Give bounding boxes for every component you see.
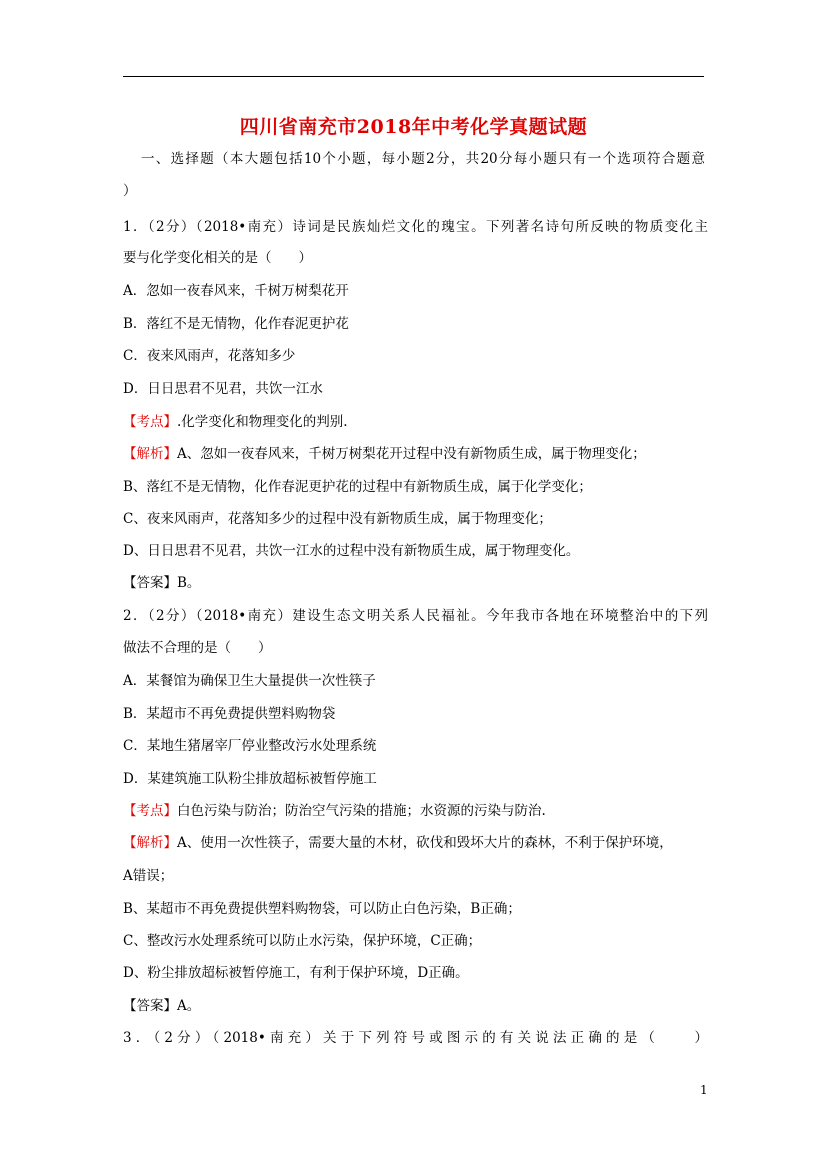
q1-jiexi-b: B、落红不是无情物，化作春泥更护花的过程中有新物质生成，属于化学变化；	[123, 479, 592, 495]
page-number: 1	[700, 1083, 708, 1097]
q1-option-b: B．落红不是无情物，化作春泥更护花	[123, 316, 349, 332]
q1-option-d: D．日日思君不见君，共饮一江水	[123, 381, 323, 397]
q2-option-d: D．某建筑施工队粉尘排放超标被暂停施工	[123, 771, 377, 787]
q2-answer: 【答案】A。	[123, 998, 201, 1014]
q3-stem: 3．（2分）（2018•南充）关于下列符号或图示的有关说法正确的是（ ）	[123, 1030, 708, 1046]
q1-option-c: C．夜来风雨声，花落知多少	[123, 348, 296, 364]
jiexi-tag: 【解析】	[123, 835, 177, 851]
q1-jiexi-d: D、日日思君不见君，共饮一江水的过程中没有新物质生成，属于物理变化。	[123, 543, 580, 559]
q2-kaodian-text: 白色污染与防治；防治空气污染的措施；水资源的污染与防治.	[177, 803, 546, 819]
q2-stem: 2．（2分）（2018•南充）建设生态文明关系人民福祉。今年我市各地在环境整治中的下列	[123, 608, 708, 624]
q2-stem-cont: 做法不合理的是（ ）	[123, 640, 272, 656]
q2-kaodian	[123, 801, 708, 821]
q1-kaodian-text: .化学变化和物理变化的判别.	[177, 414, 348, 430]
q1-jiexi	[123, 444, 708, 464]
jiexi-tag: 【解析】	[123, 446, 177, 462]
section-heading-cont: ）	[123, 183, 137, 199]
q2-jiexi	[123, 833, 708, 853]
q2-jiexi-c: C、整改污水处理系统可以防止水污染，保护环境，C正确；	[123, 933, 482, 949]
section-heading: 一、选择题（本大题包括10个小题，每小题2分，共20分每小题只有一个选项符合题意	[141, 151, 705, 167]
q2-jiexi-text: A、使用一次性筷子，需要大量的木材，砍伐和毁坏大片的森林，不利于保护环境，	[177, 835, 673, 851]
q1-jiexi-c: C、夜来风雨声，花落知多少的过程中没有新物质生成，属于物理变化；	[123, 511, 552, 527]
q1-stem: 1．（2分）（2018•南充）诗词是民族灿烂文化的瑰宝。下列著名诗句所反映的物质变化主	[123, 219, 708, 235]
q2-jiexi-a-cont: A错误；	[123, 868, 174, 884]
q2-jiexi-b: B、某超市不再免费提供塑料购物袋，可以防止白色污染，B正确；	[123, 901, 521, 917]
page-title: 四川省南充市2018年中考化学真题试题	[239, 116, 588, 138]
q2-option-a: A．某餐馆为确保卫生大量提供一次性筷子	[123, 673, 376, 689]
header-rule	[123, 76, 704, 77]
q1-stem-cont: 要与化学变化相关的是（ ）	[123, 250, 312, 266]
kaodian-tag: 【考点】	[123, 414, 177, 430]
kaodian-tag: 【考点】	[123, 803, 177, 819]
q2-option-c: C．某地生猪屠宰厂停业整改污水处理系统	[123, 738, 377, 754]
q2-jiexi-d: D、粉尘排放超标被暂停施工，有利于保护环境，D正确。	[123, 965, 469, 981]
q1-kaodian	[123, 412, 708, 432]
q1-answer: 【答案】B。	[123, 575, 201, 591]
q1-option-a: A．忽如一夜春风来，千树万树梨花开	[123, 283, 349, 299]
q1-jiexi-text: A、忽如一夜春风来，千树万树梨花开过程中没有新物质生成，属于物理变化；	[177, 446, 646, 462]
q2-option-b: B．某超市不再免费提供塑料购物袋	[123, 706, 336, 722]
